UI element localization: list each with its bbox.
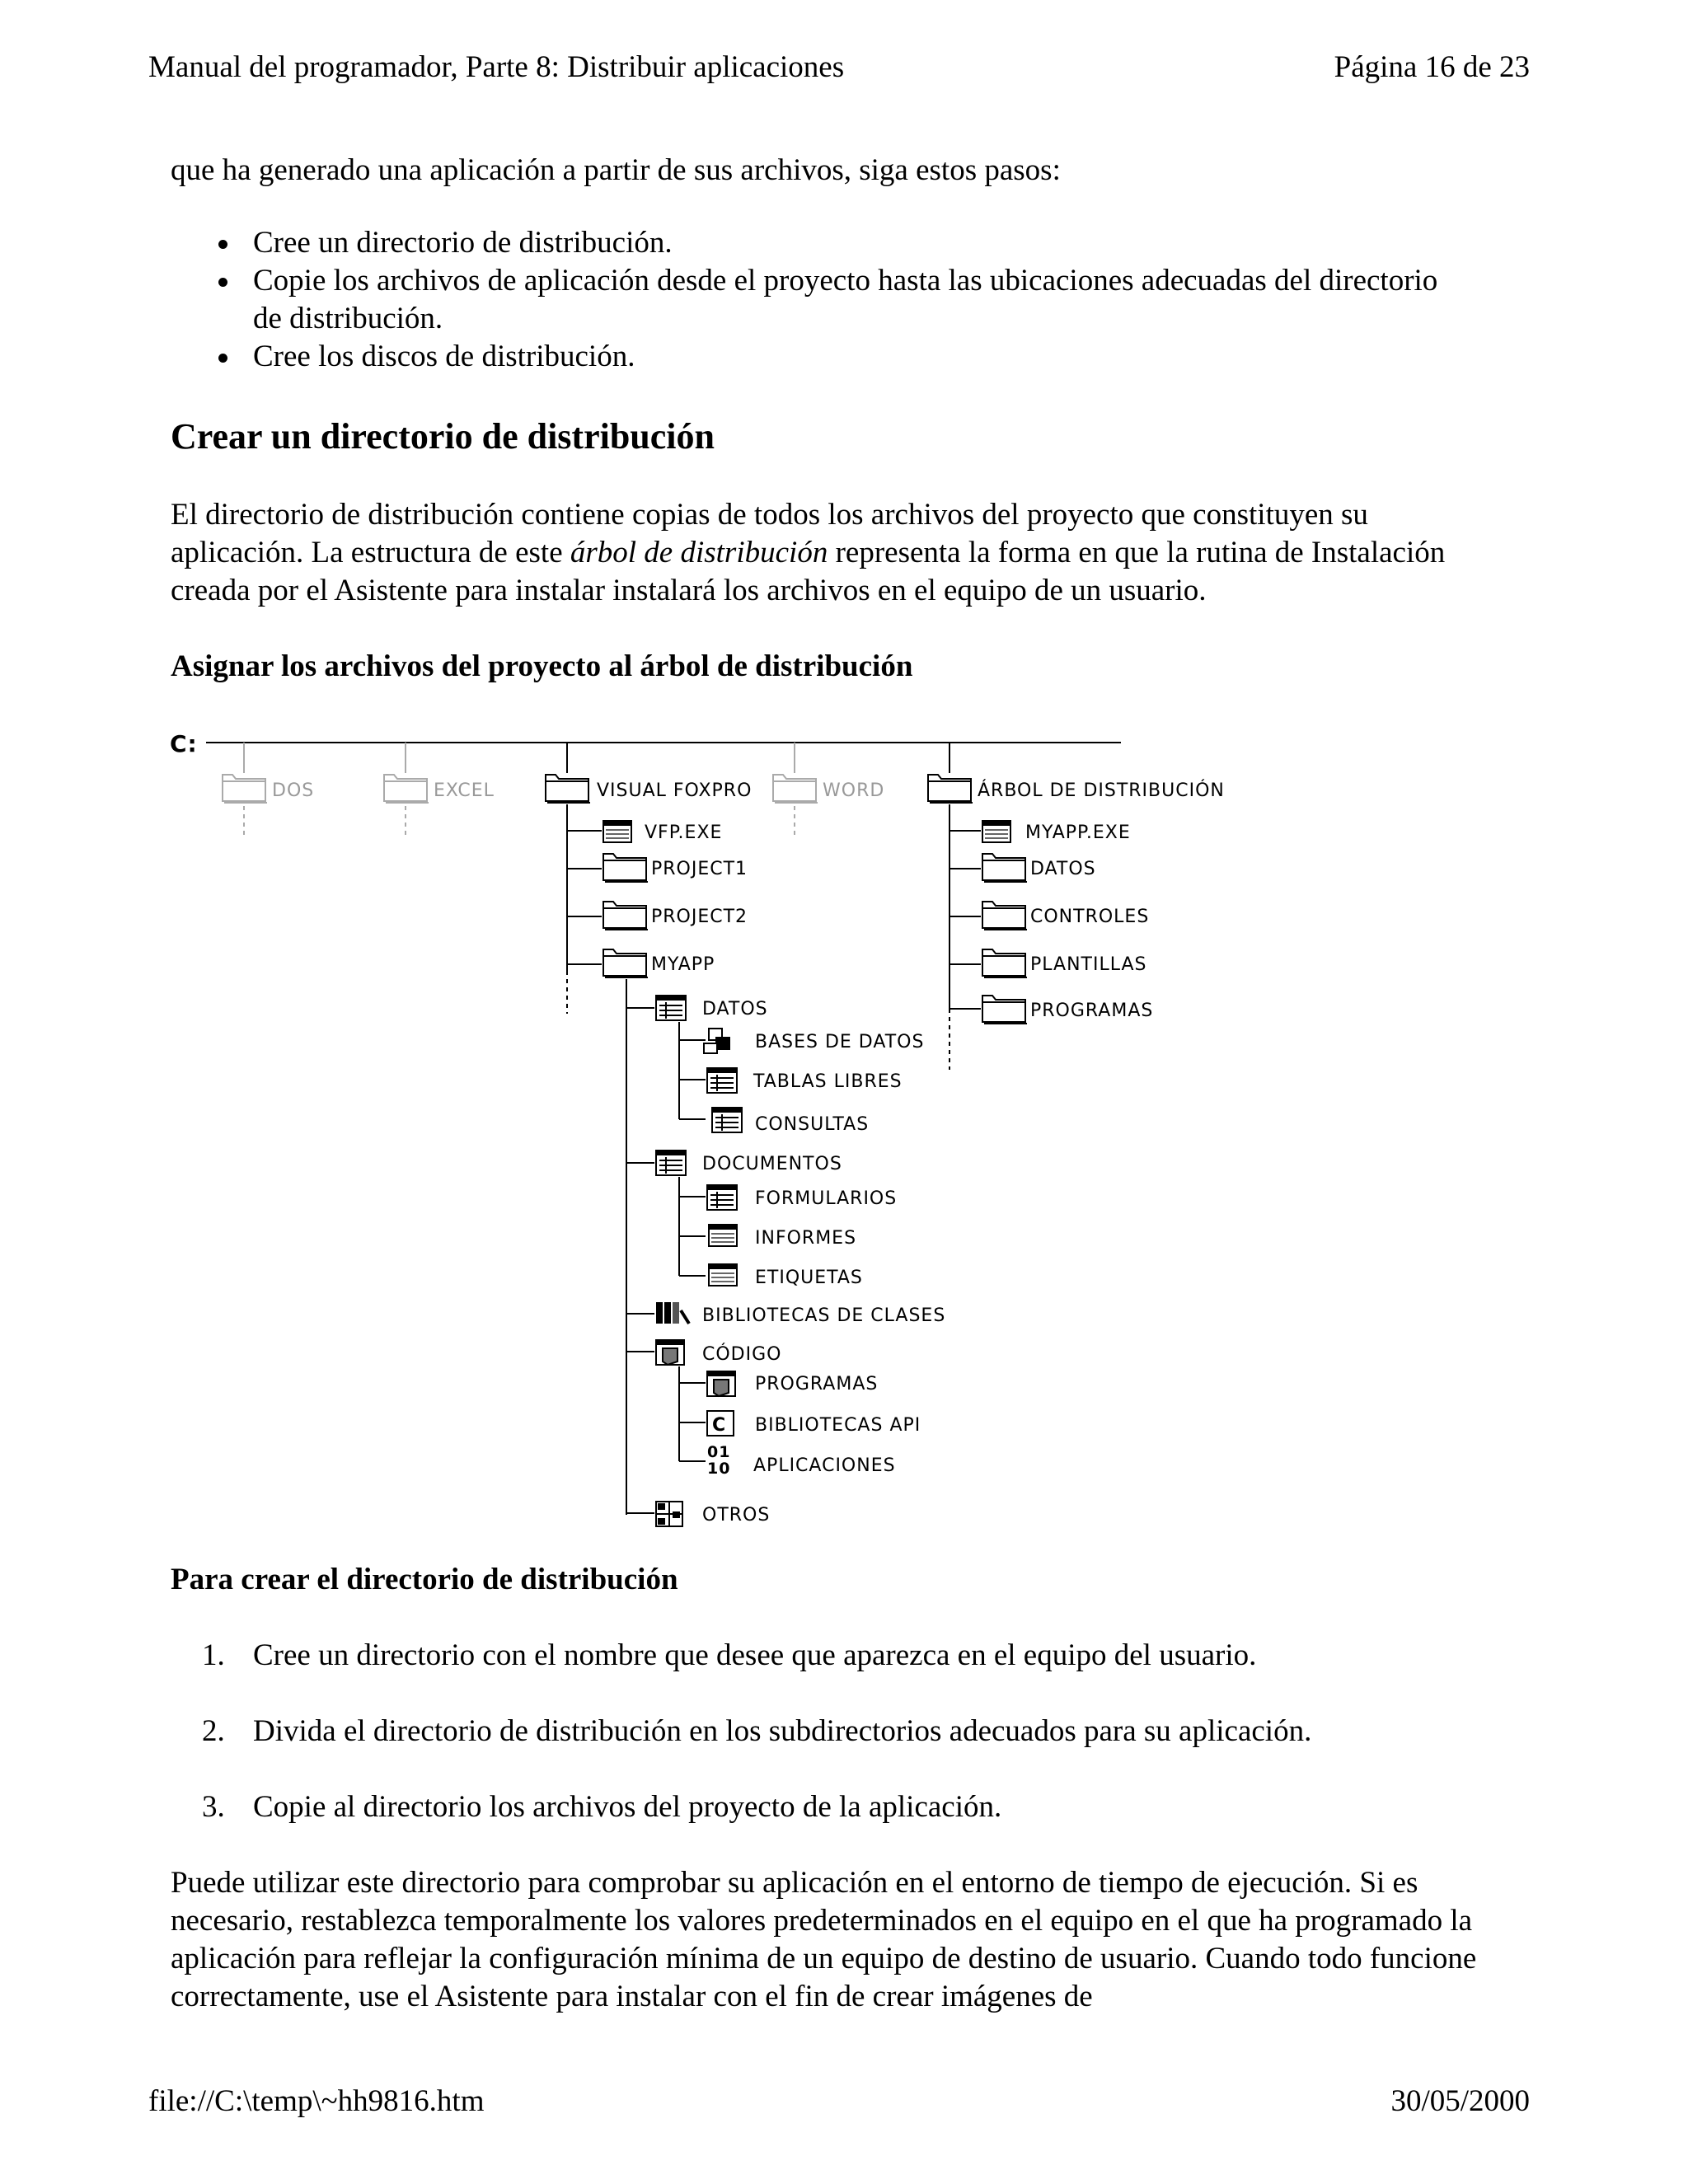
- folder-icon: [546, 775, 590, 803]
- myapp-codigo: CÓDIGO: [702, 1344, 782, 1365]
- form-icon: [707, 1185, 737, 1210]
- intro-text: que ha generado una aplicación a partir de sus archivos, siga estos pasos:: [171, 153, 1061, 187]
- folder-icon: [982, 902, 1027, 930]
- file-vfp-exe: VFP.EXE: [645, 823, 723, 843]
- folder-visual-foxpro: VISUAL FOXPRO: [597, 780, 753, 801]
- exe-icon: [603, 821, 631, 842]
- svg-text:EXCEL: EXCEL: [434, 780, 495, 801]
- folder-icon: [982, 996, 1027, 1024]
- informes: INFORMES: [755, 1228, 857, 1249]
- bases-de-datos: BASES DE DATOS: [755, 1032, 925, 1052]
- binary-icon: [707, 1443, 730, 1478]
- other-icon: [656, 1502, 682, 1526]
- database-icon: [704, 1029, 730, 1053]
- folder-dos: [223, 743, 314, 839]
- query-icon: [712, 1108, 742, 1132]
- myapp-documentos: DOCUMENTOS: [702, 1154, 842, 1174]
- list-item: Cree un directorio de distribución.: [171, 224, 1440, 262]
- closing-paragraph: Puede utilizar este directorio para comprobar su aplicación en el entorno de tiempo de ejecución. Si es necesario, restablezca temporalmente los valores predeterminados en el equipo en el que ha programado la aplicación para reflejar la configuración mínima de un equipo de destino de usuario. Cuando todo funcione correctamente, use el Asistente para instalar con el fin de crear imágenes de: [171, 1866, 1477, 2013]
- file-myapp-exe: MYAPP.EXE: [1025, 823, 1131, 843]
- bullet-icon: [218, 240, 227, 249]
- bibliotecas-api: BIBLIOTECAS API: [755, 1415, 921, 1436]
- code-icon: [656, 1340, 684, 1365]
- folder-word: [773, 743, 884, 839]
- document-icon: [656, 1151, 686, 1175]
- folder-myapp: MYAPP: [651, 954, 715, 975]
- dist-plantillas: PLANTILLAS: [1030, 954, 1147, 975]
- footer-path: file://C:\temp\~hh9816.htm: [148, 2084, 485, 2118]
- list-item: 2. Divida el directorio de distribución en los subdirectorios adecuados para su aplicación.: [202, 1714, 1312, 1748]
- api-library-icon: [707, 1411, 734, 1436]
- procedure-title: Para crear el directorio de distribución: [171, 1563, 678, 1596]
- table-icon: [707, 1068, 737, 1093]
- header-title: Manual del programador, Parte 8: Distribuir aplicaciones: [148, 50, 845, 84]
- distribution-tree-diagram: [165, 724, 1236, 1548]
- svg-text:10: 10: [707, 1460, 731, 1478]
- dist-programas: PROGRAMAS: [1030, 1001, 1154, 1021]
- footer-date: 30/05/2000: [1390, 2084, 1530, 2118]
- formularios: FORMULARIOS: [755, 1188, 898, 1209]
- etiquetas: ETIQUETAS: [755, 1268, 863, 1288]
- dist-controles: CONTROLES: [1030, 907, 1150, 927]
- report-icon: [709, 1225, 737, 1246]
- steps-list: [171, 224, 1440, 376]
- diagram-subtitle: Asignar los archivos del proyecto al árbol de distribución: [171, 649, 913, 683]
- myapp-otros: OTROS: [702, 1505, 771, 1526]
- exe-icon: [982, 821, 1010, 842]
- folder-icon: [603, 949, 648, 977]
- bullet-icon: [218, 278, 227, 287]
- procedure-list: [171, 1637, 1522, 1864]
- folder-icon: [603, 902, 648, 930]
- folder-arbol-distribucion: ÁRBOL DE DISTRIBUCIÓN: [978, 780, 1225, 801]
- programas: PROGRAMAS: [755, 1374, 879, 1394]
- svg-text:WORD: WORD: [823, 780, 885, 801]
- bullet-icon: [218, 354, 227, 363]
- folder-excel: [384, 743, 495, 839]
- folder-icon: [773, 775, 818, 803]
- bibliotecas-de-clases: BIBLIOTECAS DE CLASES: [702, 1305, 946, 1326]
- emphasis-text: árbol de distribución: [570, 536, 828, 569]
- class-library-icon: [656, 1302, 689, 1324]
- label-icon: [709, 1264, 737, 1286]
- folder-project2: PROJECT2: [651, 907, 748, 927]
- drive-label: C:: [170, 730, 198, 757]
- program-icon: [707, 1371, 735, 1396]
- consultas: CONSULTAS: [755, 1114, 870, 1135]
- aplicaciones: APLICACIONES: [753, 1455, 896, 1476]
- folder-project1: PROJECT1: [651, 859, 748, 879]
- svg-text:DOS: DOS: [272, 780, 315, 801]
- folder-icon: [982, 854, 1027, 882]
- tablas-libres: TABLAS LIBRES: [753, 1071, 903, 1092]
- folder-icon: [982, 949, 1027, 977]
- myapp-datos: DATOS: [702, 999, 768, 1019]
- section-paragraph: El directorio de distribución contiene copias de todos los archivos del proyecto que constituyen su aplicación. La estructura de este árbol de distribución representa la forma en que la rutina de Instalación creada por el Asistente para instalar instalará los archivos en el equipo de un usuario.: [171, 498, 1446, 607]
- folder-icon: [384, 775, 429, 803]
- header-page-number: Página 16 de 23: [1334, 50, 1530, 84]
- folder-icon: [928, 775, 973, 803]
- list-item: 1. Cree un directorio con el nombre que desee que aparezca en el equipo del usuario.: [202, 1638, 1257, 1672]
- folder-icon: [223, 775, 267, 803]
- svg-text:C: C: [712, 1415, 727, 1436]
- list-item: Copie los archivos de aplicación desde el proyecto hasta las ubicaciones adecuadas del directorio de distribución.: [171, 262, 1440, 338]
- list-item: 3. Copie al directorio los archivos del proyecto de la aplicación.: [202, 1790, 1002, 1824]
- section-title: Crear un directorio de distribución: [171, 416, 715, 457]
- folder-icon: [603, 854, 648, 882]
- dist-datos: DATOS: [1030, 859, 1096, 879]
- database-icon: [656, 996, 686, 1020]
- svg-text:01: 01: [707, 1443, 731, 1461]
- list-item: Cree los discos de distribución.: [171, 338, 1440, 376]
